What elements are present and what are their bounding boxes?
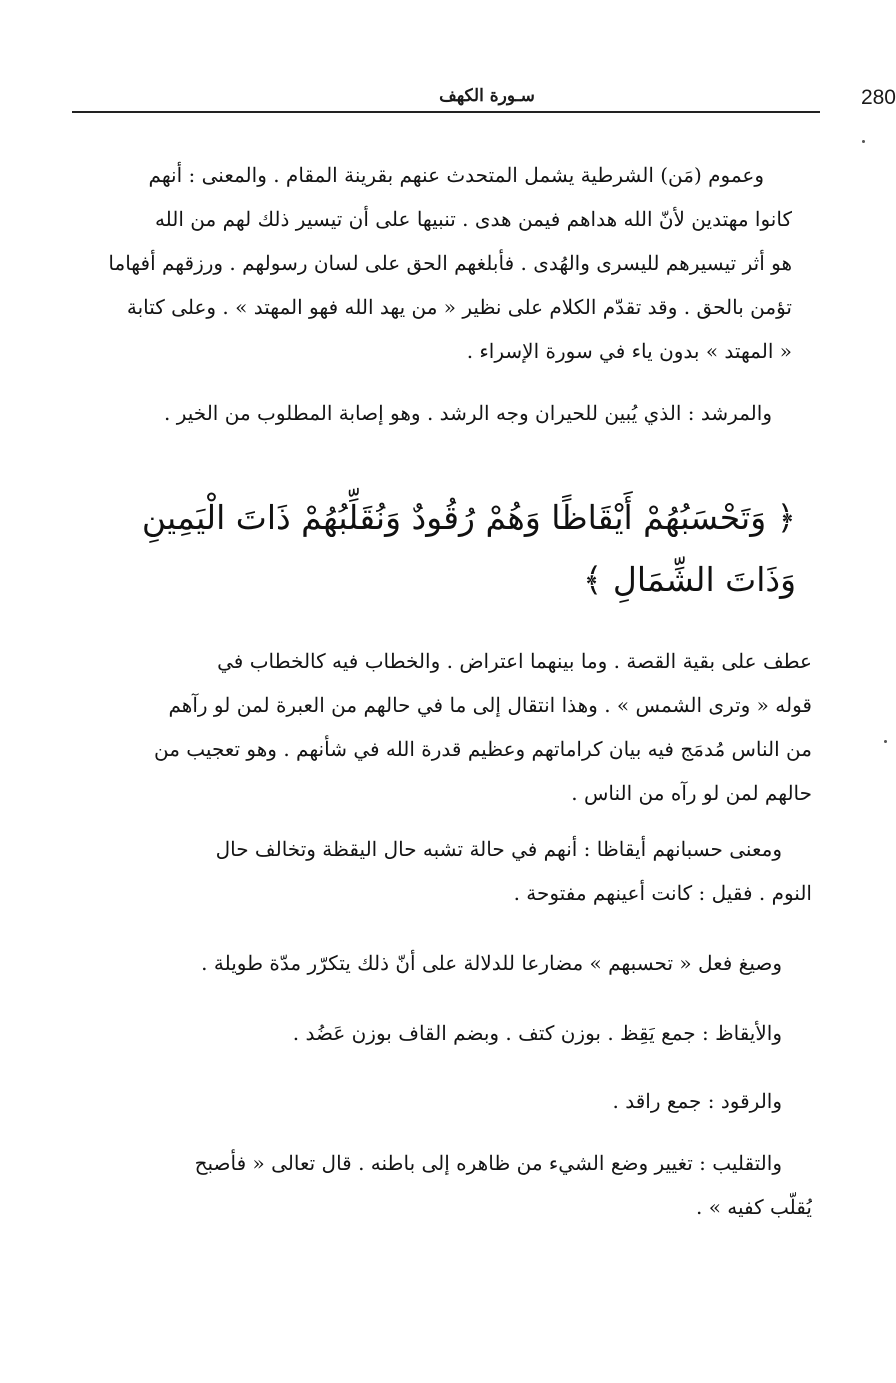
paragraph-commentary-3 [60,646,812,822]
paragraph-commentary-8 [52,1148,812,1236]
text-line: تؤمن بالحق . وقد تقدّم الكلام على نظير « من يهد الله فهو المهتد » . وعلى كتابة [126,295,792,319]
paragraph-commentary-2 [60,398,772,442]
text-line: حالهم لمن لو رآه من الناس . [571,781,812,805]
text-line: والمرشد : الذي يُبين للحيران وجه الرشد . وهو إصابة المطلوب من الخير . [164,401,772,425]
text-line: وصيغ فعل « تحسبهم » مضارعا للدلالة على أنّ ذلك يتكرّر مدّة طويلة . [201,951,782,975]
page-number: 280 [860,86,896,109]
page-header [72,82,896,112]
scan-speck [862,140,865,143]
paragraph-commentary-1 [60,160,792,380]
quran-verse-line-2: وَذَاتَ الشِّمَالِ ﴾ [583,560,796,599]
header-rule [72,111,820,113]
text-line: « المهتد » بدون ياء في سورة الإسراء . [466,339,792,363]
text-line: عطف على بقية القصة . وما بينهما اعتراض . والخطاب فيه كالخطاب في [217,649,812,673]
text-line: من الناس مُدمَج فيه بيان كراماتهم وعظيم قدرة الله في شأنهم . وهو تعجيب من [153,737,812,761]
text-line: وعموم (مَن) الشرطية يشمل المتحدث عنهم بقرينة المقام . والمعنى : أنهم [148,163,764,187]
text-line: قوله « وترى الشمس » . وهذا انتقال إلى ما في حالهم من العبرة لمن لو رآهم [168,693,812,717]
paragraph-commentary-7 [60,1086,782,1130]
text-line: كانوا مهتدين لأنّ الله هداهم فيمن هدى . تنبيها على أن تيسير ذلك لهم من الله [154,207,792,231]
text-line: هو أثر تيسيرهم لليسرى والهُدى . فأبلغهم الحق على لسان رسولهم . ورزقهم أفهاما [108,251,792,275]
paragraph-commentary-5 [60,948,782,992]
scan-speck [884,740,887,743]
text-line: والرقود : جمع راقد . [612,1089,782,1113]
text-line: يُقلّب كفيه » . [695,1195,812,1219]
text-line: والأيقاظ : جمع يَقِظ . بوزن كتف . وبضم القاف بوزن عَضُد . [292,1021,782,1045]
paragraph-commentary-6 [60,1018,782,1062]
running-title: سـورة الكهف [439,86,535,106]
text-line: ومعنى حسبانهم أيقاظا : أنهم في حالة تشبه حال اليقظة وتخالف حال [215,837,782,861]
text-line: والتقليب : تغيير وضع الشيء من ظاهره إلى باطنه . قال تعالى « فأصبح [194,1151,782,1175]
quran-verse-line-1: ﴿ وَتَحْسَبُهُمْ أَيْقَاظًا وَهُمْ رُقُودٌ وَنُقَلِّبُهُمْ ذَاتَ الْيَمِينِ [141,498,796,537]
text-line: النوم . فقيل : كانت أعينهم مفتوحة . [513,881,812,905]
paragraph-commentary-4 [60,834,812,922]
